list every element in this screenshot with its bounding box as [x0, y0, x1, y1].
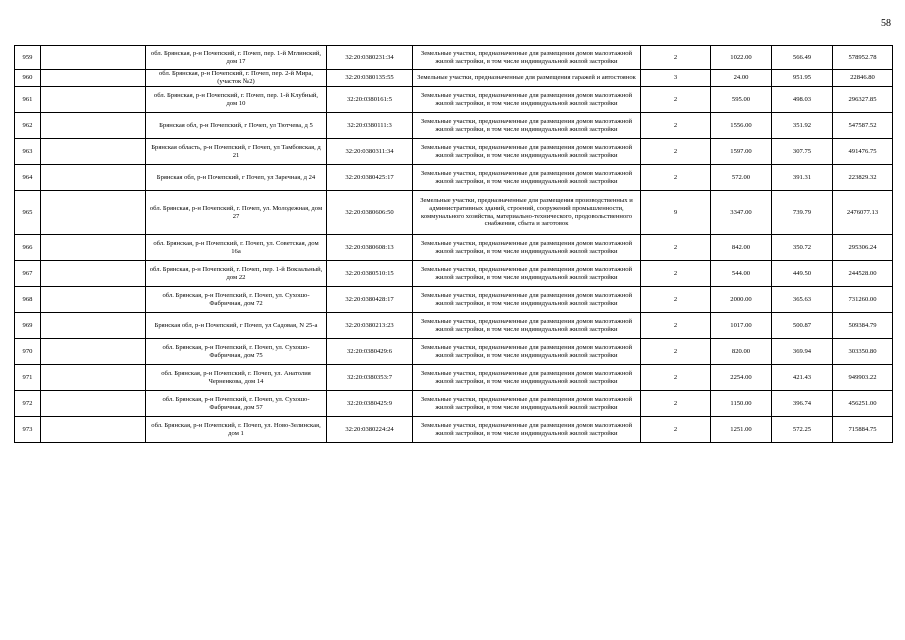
cadastral-value-cell: 223829.32 [833, 165, 893, 191]
cadastral-number-cell: 32:20:0380428:17 [327, 287, 413, 313]
area-cell: 1597.00 [711, 139, 772, 165]
address-cell: обл. Брянская, р-н Почепский, г. Почеп, пер. 1-й Вокзальный, дом 22 [146, 261, 327, 287]
row-number: 972 [15, 391, 41, 417]
row-number: 966 [15, 235, 41, 261]
land-use-cell: Земельные участки, предназначенные для размещения домов малоэтажной жилой застройки, в том числе индивидуальной жилой застройки [413, 261, 641, 287]
cadastral-number-cell: 32:20:0380111:3 [327, 113, 413, 139]
address-cell: обл. Брянская, р-н Почепский, г. Почеп, ул. Сухошо-Фабричная, дом 75 [146, 339, 327, 365]
cadastral-value-cell: 244528.00 [833, 261, 893, 287]
group-cell: 2 [641, 287, 711, 313]
specific-value-cell: 307.75 [772, 139, 833, 165]
table-row [15, 165, 893, 191]
cadastral-value-cell: 491476.75 [833, 139, 893, 165]
cadastral-value-cell: 715884.75 [833, 417, 893, 443]
group-cell: 2 [641, 46, 711, 70]
page-number: 58 [881, 18, 891, 29]
blank-cell [41, 139, 146, 165]
address-cell: обл. Брянская, р-н Почепский, г. Почеп, ул. Советская, дом 16а [146, 235, 327, 261]
table-row [15, 113, 893, 139]
blank-cell [41, 391, 146, 417]
address-cell: Брянская обл, р-н Почепский, г Почеп, ул Тютчева, д 5 [146, 113, 327, 139]
area-cell: 1150.00 [711, 391, 772, 417]
land-use-cell: Земельные участки, предназначенные для размещения домов малоэтажной жилой застройки, в том числе индивидуальной жилой застройки [413, 391, 641, 417]
area-cell: 24.00 [711, 70, 772, 87]
address-cell: обл. Брянская, р-н Почепский, г. Почеп, ул. Молодежная, дом 27 [146, 191, 327, 235]
row-number: 963 [15, 139, 41, 165]
table-row [15, 287, 893, 313]
table-body [15, 46, 893, 443]
blank-cell [41, 339, 146, 365]
land-use-cell: Земельные участки, предназначенные для размещения домов малоэтажной жилой застройки, в том числе индивидуальной жилой застройки [413, 139, 641, 165]
group-cell: 2 [641, 113, 711, 139]
cadastral-number-cell: 32:20:0380606:50 [327, 191, 413, 235]
group-cell: 2 [641, 261, 711, 287]
row-number: 968 [15, 287, 41, 313]
cadastral-number-cell: 32:20:0380135:55 [327, 70, 413, 87]
cadastral-number-cell: 32:20:0380231:34 [327, 46, 413, 70]
group-cell: 2 [641, 139, 711, 165]
cadastral-value-cell: 2476077.13 [833, 191, 893, 235]
land-use-cell: Земельные участки, предназначенные для размещения домов малоэтажной жилой застройки, в том числе индивидуальной жилой застройки [413, 313, 641, 339]
group-cell: 2 [641, 391, 711, 417]
address-cell: Брянская обл, р-н Почепский, г Почеп, ул Садовая, N 25-а [146, 313, 327, 339]
cadastral-number-cell: 32:20:0380425:17 [327, 165, 413, 191]
table-row [15, 313, 893, 339]
area-cell: 2000.00 [711, 287, 772, 313]
blank-cell [41, 365, 146, 391]
land-use-cell: Земельные участки, предназначенные для размещения домов малоэтажной жилой застройки, в том числе индивидуальной жилой застройки [413, 165, 641, 191]
land-use-cell: Земельные участки, предназначенные для размещения домов малоэтажной жилой застройки, в том числе индивидуальной жилой застройки [413, 339, 641, 365]
land-use-cell: Земельные участки, предназначенные для размещения домов малоэтажной жилой застройки, в том числе индивидуальной жилой застройки [413, 113, 641, 139]
area-cell: 1251.00 [711, 417, 772, 443]
land-use-cell: Земельные участки, предназначенные для размещения производственных и административных зданий, строений, сооружений промышленности, коммунального хозяйства, материально-технического, продовольственного снабжения, сбыта и заготовок [413, 191, 641, 235]
group-cell: 2 [641, 235, 711, 261]
blank-cell [41, 46, 146, 70]
cadastral-value-cell: 296327.85 [833, 87, 893, 113]
row-number: 965 [15, 191, 41, 235]
blank-cell [41, 165, 146, 191]
land-use-cell: Земельные участки, предназначенные для размещения домов малоэтажной жилой застройки, в том числе индивидуальной жилой застройки [413, 87, 641, 113]
specific-value-cell: 566.49 [772, 46, 833, 70]
cadastral-number-cell: 32:20:0380429:6 [327, 339, 413, 365]
row-number: 960 [15, 70, 41, 87]
cadastral-value-cell: 22846.80 [833, 70, 893, 87]
blank-cell [41, 191, 146, 235]
group-cell: 9 [641, 191, 711, 235]
cadastral-value-cell: 456251.00 [833, 391, 893, 417]
cadastral-number-cell: 32:20:0380510:15 [327, 261, 413, 287]
specific-value-cell: 369.94 [772, 339, 833, 365]
row-number: 971 [15, 365, 41, 391]
cadastral-number-cell: 32:20:0380425:9 [327, 391, 413, 417]
group-cell: 2 [641, 365, 711, 391]
area-cell: 544.00 [711, 261, 772, 287]
specific-value-cell: 500.87 [772, 313, 833, 339]
specific-value-cell: 351.92 [772, 113, 833, 139]
area-cell: 1022.00 [711, 46, 772, 70]
group-cell: 2 [641, 313, 711, 339]
group-cell: 2 [641, 87, 711, 113]
cadastral-value-cell: 578952.78 [833, 46, 893, 70]
address-cell: обл. Брянская, р-н Почепский, г. Почеп, пер. 1-й Мглинский, дом 17 [146, 46, 327, 70]
cadastral-number-cell: 32:20:0380213:23 [327, 313, 413, 339]
cadastral-value-table [14, 45, 893, 443]
area-cell: 595.00 [711, 87, 772, 113]
group-cell: 2 [641, 339, 711, 365]
land-use-cell: Земельные участки, предназначенные для размещения гаражей и автостоянок [413, 70, 641, 87]
specific-value-cell: 421.43 [772, 365, 833, 391]
table-row [15, 417, 893, 443]
cadastral-number-cell: 32:20:0380353:7 [327, 365, 413, 391]
row-number: 967 [15, 261, 41, 287]
area-cell: 572.00 [711, 165, 772, 191]
address-cell: Брянская область, р-н Почепский, г Почеп, ул Тамбовская, д 21 [146, 139, 327, 165]
area-cell: 842.00 [711, 235, 772, 261]
group-cell: 2 [641, 417, 711, 443]
area-cell: 820.00 [711, 339, 772, 365]
cadastral-value-cell: 509384.79 [833, 313, 893, 339]
address-cell: обл. Брянская, р-н Почепский, г. Почеп, ул. Ново-Зелинская, дом 1 [146, 417, 327, 443]
address-cell: обл. Брянская, р-н Почепский, г. Почеп, ул. Сухошо-Фабричная, дом 72 [146, 287, 327, 313]
row-number: 970 [15, 339, 41, 365]
address-cell: обл. Брянская, р-н Почепский, г. Почеп, ул. Сухошо-Фабричная, дом 57 [146, 391, 327, 417]
land-use-cell: Земельные участки, предназначенные для размещения домов малоэтажной жилой застройки, в том числе индивидуальной жилой застройки [413, 417, 641, 443]
area-cell: 3347.00 [711, 191, 772, 235]
cadastral-value-cell: 295306.24 [833, 235, 893, 261]
land-use-cell: Земельные участки, предназначенные для размещения домов малоэтажной жилой застройки, в том числе индивидуальной жилой застройки [413, 287, 641, 313]
blank-cell [41, 235, 146, 261]
blank-cell [41, 113, 146, 139]
area-cell: 1017.00 [711, 313, 772, 339]
table-row [15, 139, 893, 165]
specific-value-cell: 449.50 [772, 261, 833, 287]
cadastral-number-cell: 32:20:0380311:34 [327, 139, 413, 165]
specific-value-cell: 951.95 [772, 70, 833, 87]
row-number: 962 [15, 113, 41, 139]
blank-cell [41, 70, 146, 87]
cadastral-number-cell: 32:20:0380161:5 [327, 87, 413, 113]
row-number: 973 [15, 417, 41, 443]
table-row [15, 70, 893, 87]
specific-value-cell: 739.79 [772, 191, 833, 235]
table-row [15, 391, 893, 417]
address-cell: обл. Брянская, р-н Почепский, г. Почеп, ул. Анатолия Черненкова, дом 14 [146, 365, 327, 391]
cadastral-value-cell: 303350.80 [833, 339, 893, 365]
specific-value-cell: 350.72 [772, 235, 833, 261]
blank-cell [41, 313, 146, 339]
specific-value-cell: 498.03 [772, 87, 833, 113]
table-row [15, 46, 893, 70]
cadastral-value-cell: 547587.52 [833, 113, 893, 139]
address-cell: обл. Брянская, р-н Почепский, г. Почеп, пер. 1-й Клубный, дом 10 [146, 87, 327, 113]
group-cell: 3 [641, 70, 711, 87]
row-number: 969 [15, 313, 41, 339]
table-row [15, 87, 893, 113]
row-number: 959 [15, 46, 41, 70]
specific-value-cell: 572.25 [772, 417, 833, 443]
cadastral-value-cell: 731260.00 [833, 287, 893, 313]
area-cell: 2254.00 [711, 365, 772, 391]
row-number: 964 [15, 165, 41, 191]
table-row [15, 235, 893, 261]
specific-value-cell: 365.63 [772, 287, 833, 313]
address-cell: обл. Брянская, р-н Почепский, г. Почеп, пер. 2-й Мира, (участок №2) [146, 70, 327, 87]
table-row [15, 191, 893, 235]
specific-value-cell: 396.74 [772, 391, 833, 417]
cadastral-number-cell: 32:20:0380224:24 [327, 417, 413, 443]
cadastral-value-cell: 949903.22 [833, 365, 893, 391]
land-use-cell: Земельные участки, предназначенные для размещения домов малоэтажной жилой застройки, в том числе индивидуальной жилой застройки [413, 365, 641, 391]
table-row [15, 261, 893, 287]
land-use-cell: Земельные участки, предназначенные для размещения домов малоэтажной жилой застройки, в том числе индивидуальной жилой застройки [413, 235, 641, 261]
blank-cell [41, 87, 146, 113]
row-number: 961 [15, 87, 41, 113]
specific-value-cell: 391.31 [772, 165, 833, 191]
area-cell: 1556.00 [711, 113, 772, 139]
blank-cell [41, 287, 146, 313]
table-row [15, 365, 893, 391]
group-cell: 2 [641, 165, 711, 191]
cadastral-number-cell: 32:20:0380608:13 [327, 235, 413, 261]
address-cell: Брянская обл, р-н Почепский, г Почеп, ул Заречная, д 24 [146, 165, 327, 191]
table-row [15, 339, 893, 365]
blank-cell [41, 417, 146, 443]
land-use-cell: Земельные участки, предназначенные для размещения домов малоэтажной жилой застройки, в том числе индивидуальной жилой застройки [413, 46, 641, 70]
blank-cell [41, 261, 146, 287]
